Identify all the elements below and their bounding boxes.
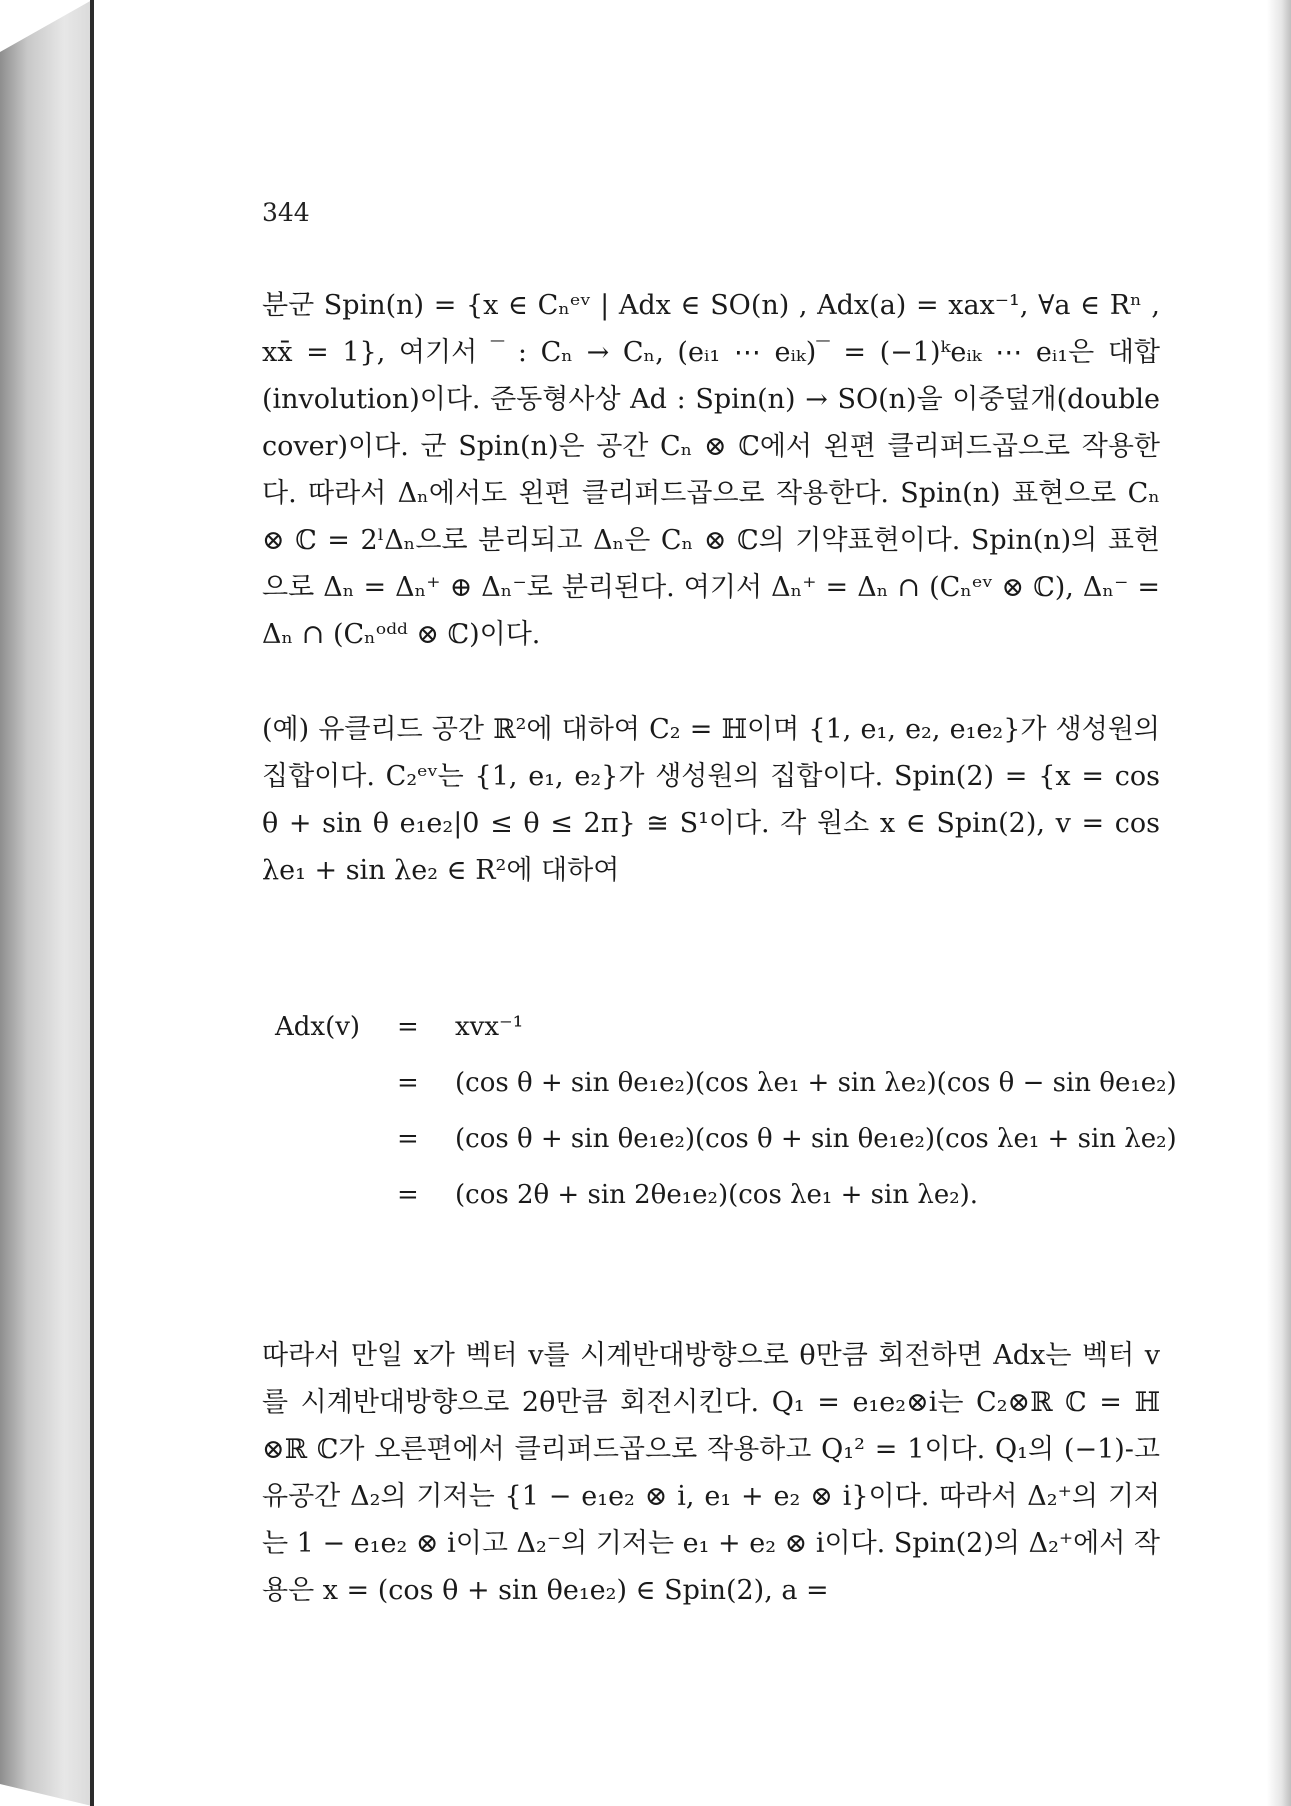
equals-sign: = <box>397 1012 419 1042</box>
equals-sign: = <box>397 1180 419 1210</box>
paragraph-spin-group <box>262 282 1160 658</box>
spine-top-corner <box>0 0 92 52</box>
paragraph-3-text: 따라서 만일 x가 벡터 v를 시계반대방향으로 θ만큼 회전하면 Adx는 벡터 v를 시계반대방향으로 2θ만큼 회전시킨다. Q₁ = e₁e₂⊗i는 C₂⊗ℝ ℂ = ℍ ⊗ℝ ℂ가 오른편에서 클리퍼드곱으로 작용하고 Q₁² = 1이다. Q₁의 (−1)-고유공간 Δ₂의 기저는 {1 − e₁e₂ ⊗ i, e₁ + e₂ ⊗ i}이다. 따라서 Δ₂⁺의 기저는 1 − e₁e₂ ⊗ i이고 Δ₂⁻의 기저는 e₁ + e₂ ⊗ i이다. Spin(2)의 Δ₂⁺에서 작용은 x = (cos θ + sin θe₁e₂) ∈ Spin(2), a = <box>262 1340 1160 1606</box>
equals-sign: = <box>397 1068 419 1098</box>
equation-rhs: (cos 2θ + sin 2θe₁e₂)(cos λe₁ + sin λe₂). <box>455 1180 979 1210</box>
paragraph-1-text: 분군 Spin(n) = {x ∈ Cₙᵉᵛ | Adx ∈ SO(n) , Adx(a) = xax⁻¹, ∀a ∈ Rⁿ , xx̄ = 1}, 여기서 ‾ : Cₙ → Cₙ, (eᵢ₁ ⋯ eᵢₖ)‾ = (−1)ᵏeᵢₖ ⋯ eᵢ₁은 대합(involution)이다. 준동형사상 Ad : Spin(n) → SO(n)을 이중덮개(double cover)이다. 군 Spin(n)은 공간 Cₙ ⊗ ℂ에서 왼편 클리퍼드곱으로 작용한다. 따라서 Δₙ에서도 왼편 클리퍼드곱으로 작용한다. Spin(n) 표현으로 Cₙ ⊗ ℂ = 2ˡΔₙ으로 분리되고 Δₙ은 Cₙ ⊗ ℂ의 기약표현이다. Spin(n)의 표현으로 Δₙ = Δₙ⁺ ⊕ Δₙ⁻로 분리된다. 여기서 Δₙ⁺ = Δₙ ∩ (Cₙᵉᵛ ⊗ ℂ), Δₙ⁻ = Δₙ ∩ (Cₙᵒᵈᵈ ⊗ ℂ)이다. <box>262 290 1160 650</box>
equation-rhs: (cos θ + sin θe₁e₂)(cos λe₁ + sin λe₂)(cos θ − sin θe₁e₂) <box>455 1068 1177 1098</box>
page-right-shadow <box>1267 0 1291 1806</box>
paragraph-2-text: (예) 유클리드 공간 ℝ²에 대하여 C₂ = ℍ이며 {1, e₁, e₂, e₁e₂}가 생성원의 집합이다. C₂ᵉᵛ는 {1, e₁, e₂}가 생성원의 집합이다. Spin(2) = {x = cos θ + sin θ e₁e₂|0 ≤ θ ≤ 2π} ≅ S¹이다. 각 원소 x ∈ Spin(2), v = cos λe₁ + sin λe₂ ∈ R²에 대하여 <box>262 714 1160 886</box>
paragraph-example <box>262 706 1160 894</box>
page-number: 344 <box>262 198 310 227</box>
page-left-edge <box>90 0 94 1806</box>
equation-rhs: (cos θ + sin θe₁e₂)(cos θ + sin θe₁e₂)(cos λe₁ + sin λe₂) <box>455 1124 1177 1154</box>
equals-sign: = <box>397 1124 419 1154</box>
book-spine <box>0 0 92 1806</box>
paragraph-rotation <box>262 1332 1160 1614</box>
equation-lhs: Adx(v) <box>275 1012 361 1042</box>
spine-bottom-corner <box>0 1784 92 1806</box>
equation-rhs: xvx⁻¹ <box>455 1012 524 1042</box>
